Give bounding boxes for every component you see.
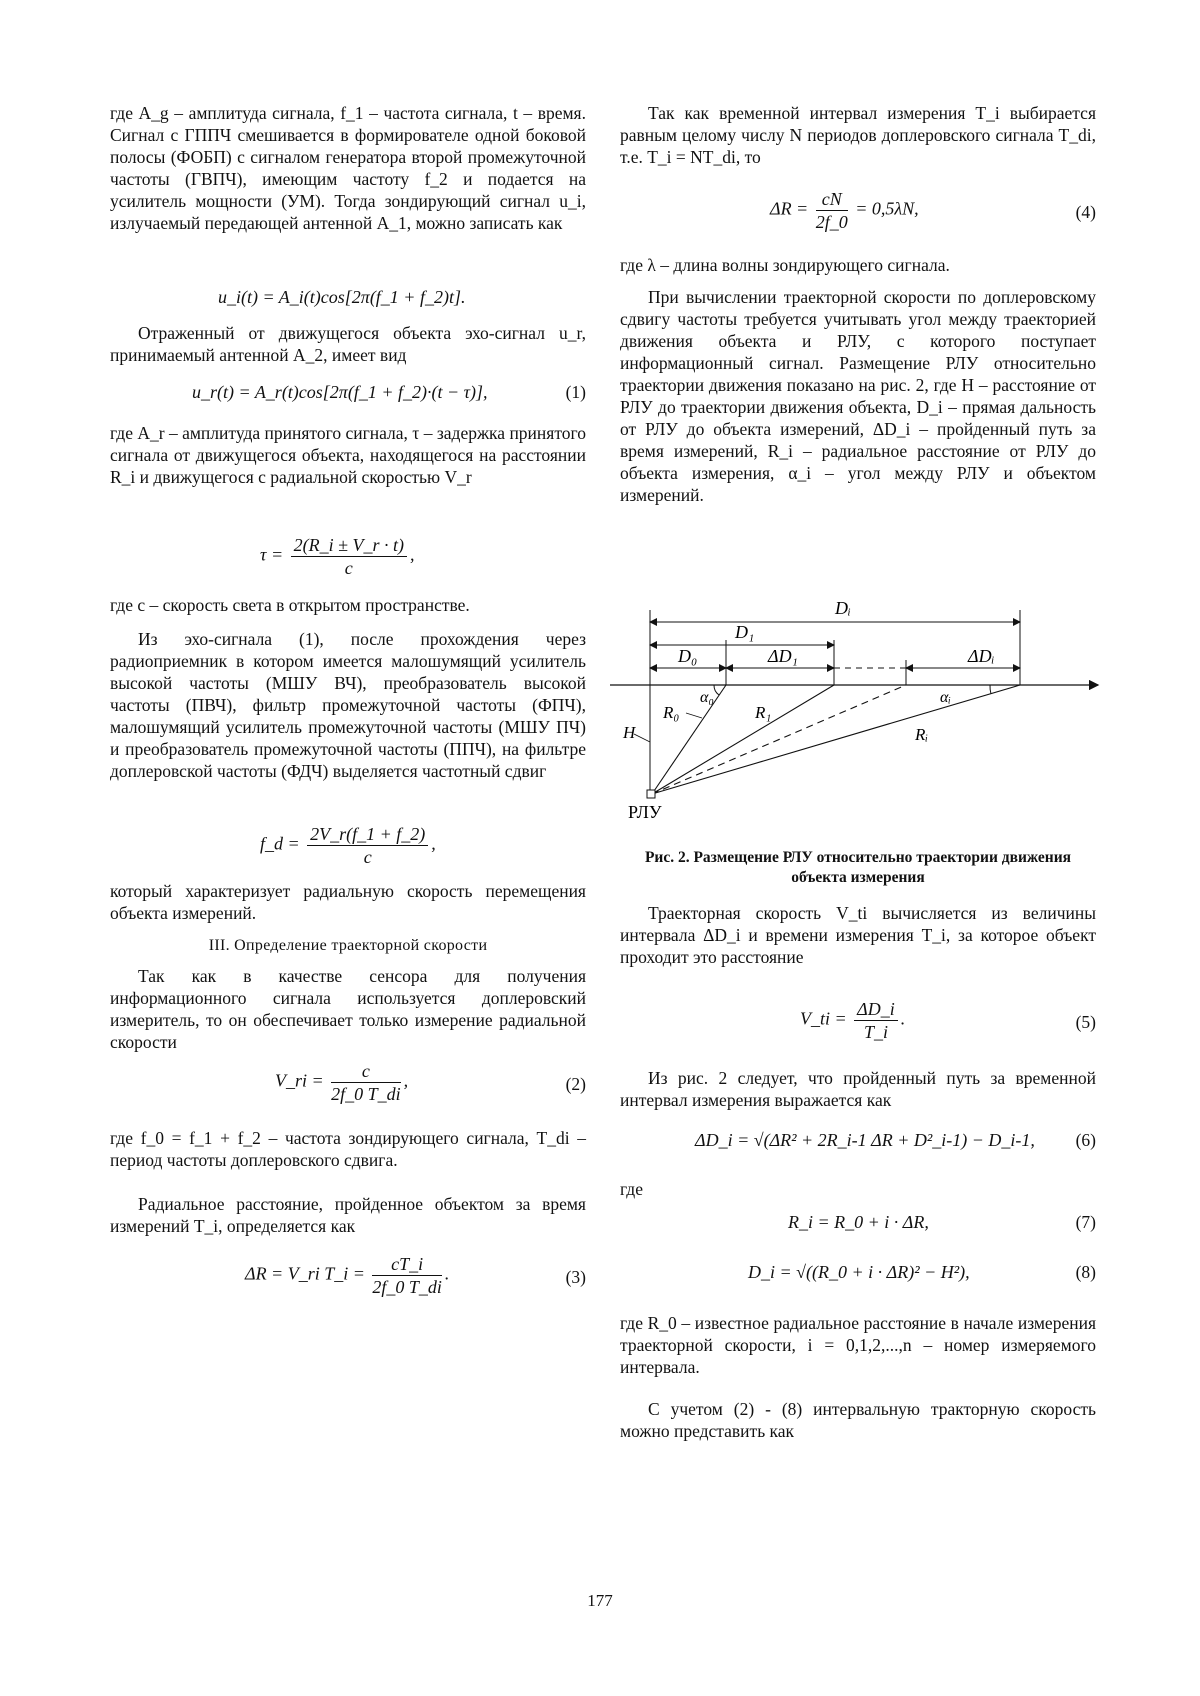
equation-tau: τ = $\frac{2(R\_i \pm V\_r \cdot t)}{c}$ , (260, 535, 415, 578)
paragraph: Траекторная скорость V_ti вычисляется из величины интервала ΔD_i и времени измерения T_i, за которое объект проходит это расстояние (620, 903, 1096, 967)
label-di: Dᵢ (835, 598, 851, 618)
rlu-marker (647, 790, 655, 798)
label-alpha0: α₀ (700, 689, 714, 706)
equation-1: u_r(t) = A_r(t)cos[2π(f_1 + f_2)·(t − τ)], (1) (192, 382, 586, 402)
paragraph: Из рис. 2 следует, что пройденный путь за временной интервал измерения выражается как (620, 1068, 1096, 1110)
paragraph: С учетом (2) - (8) интервальную тракторную скорость можно представить как (620, 1399, 1096, 1441)
equation-fd: f_d = $\frac{2V\_r(f\_1 + f\_2)}{c}$ , (260, 824, 436, 867)
paragraph: где R_0 – известное радиальное расстояние в начале измерения траекторной скорости, i = 0,1,2,...,n – номер измеряемого интервала. (620, 1313, 1096, 1377)
equation-5: V_ti = $\frac{\Delta D\_i}{T\_i}$ . (5) (800, 999, 1096, 1042)
paragraph: Из эхо-сигнала (1), после прохождения через радиоприемник в котором имеется малошумящий усилитель высокой частоты (МШУ ВЧ), преобразователь высокой частоты (ПВЧ), фильтр промежуточной частоты (ФПЧ), малошумящий усилитель промежуточной частоты (МШУ ПЧ) и преобразователь промежуточной частоты (ППЧ), на фильтре доплеровской частоты (ФДЧ) выделяется частотный сдвиг (110, 629, 586, 781)
equation-ui: u_i(t) = A_i(t)cos[2π(f_1 + f_2)t]. (218, 287, 466, 307)
equation-3: ΔR = V_ri T_i = $\frac{cT\_i}{2f\_0 T\_di}$ . (3) (245, 1254, 586, 1297)
label-r0: R₀ (663, 703, 680, 722)
figure-caption: Рис. 2. Размещение РЛУ относительно траектории движения объекта измерения (644, 849, 1072, 886)
label-alphai: αᵢ (940, 689, 951, 706)
equation-8: D_i = √((R_0 + i · ΔR)² − H²), (8) (748, 1262, 1096, 1282)
page-number: 177 (587, 1591, 613, 1610)
section-heading: III. Определение траекторной скорости (208, 937, 488, 954)
paragraph: Так как временной интервал измерения T_i выбирается равным целому числу N периодов доплеровского сигнала T_di, т.е. T_i = NT_di, то (620, 103, 1096, 167)
paragraph: Радиальное расстояние, пройденное объектом за время измерений T_i, определяется как (110, 1194, 586, 1236)
paragraph: где A_r – амплитуда принятого сигнала, τ – задержка принятого сигнала от движущегося объекта, находящегося на расстоянии R_i и движущегося с радиальной скоростью V_r (110, 423, 586, 487)
rlu-diagram (610, 590, 1100, 840)
paragraph: Так как в качестве сенсора для получения информационного сигнала используется доплеровский измеритель, то он обеспечивает только измерение радиальной скорости (110, 966, 586, 1052)
label-d0: D₀ (678, 646, 698, 666)
paragraph: где f_0 = f_1 + f_2 – частота зондирующего сигнала, T_di – период частоты доплеровского сдвига. (110, 1128, 586, 1170)
paragraph: где (620, 1179, 643, 1199)
equation-4: ΔR = $\frac{cN}{2f\_0}$ = 0,5λN, (4) (770, 189, 1096, 232)
label-d1: D₁ (735, 622, 755, 642)
paragraph: При вычислении траекторной скорости по доплеровскому сдвигу частоты требуется учитывать угол между траекторией движения объекта и РЛУ, с которого поступает информационный сигнал. Размещение РЛУ относительно траектории движения показано на рис. 2, где H – расстояние от РЛУ до траектории движения объекта, D_i – прямая дальность от РЛУ до объекта измерений, ΔD_i – пройденный путь за время измерений, R_i – радиальное расстояние от РЛУ до объекта измерения, α_i – угол между РЛУ и объектом измерений. (620, 287, 1096, 505)
figure-2 (610, 590, 1100, 840)
label-h: H (623, 723, 636, 742)
paragraph: где λ – длина волны зондирующего сигнала. (620, 255, 950, 275)
equation-2: V_ri = $\frac{c}{2f\_0 T\_di}$ , (2) (275, 1061, 586, 1104)
paragraph: который характеризует радиальную скорость перемещения объекта измерений. (110, 881, 586, 923)
equation-6: ΔD_i = √(ΔR² + 2R_i-1 ΔR + D²_i-1) − D_i-1, (6) (695, 1130, 1096, 1150)
label-ri: Rᵢ (915, 725, 929, 744)
equation-7: R_i = R_0 + i · ΔR, (7) (788, 1212, 1096, 1232)
label-dd1: ΔD₁ (768, 646, 798, 666)
paragraph: Отраженный от движущегося объекта эхо-сигнал u_r, принимаемый антенной A_2, имеет вид (110, 323, 586, 365)
label-r1: R₁ (755, 703, 772, 722)
paragraph: где A_g – амплитуда сигнала, f_1 – частота сигнала, t – время. Сигнал с ГППЧ смешивается в формирователе одной боковой полосы (ФОБП) с сигналом генератора второй промежуточной частоты (ГВПЧ), имеющим частоту f_2 и подается на усилитель мощности (УМ). Тогда зондирующий сигнал u_i, излучаемый передающей антенной A_1, можно записать как (110, 103, 586, 233)
label-ddi: ΔDᵢ (968, 646, 995, 666)
label-rlu: РЛУ (628, 802, 662, 822)
paragraph: где c – скорость света в открытом пространстве. (110, 595, 470, 615)
